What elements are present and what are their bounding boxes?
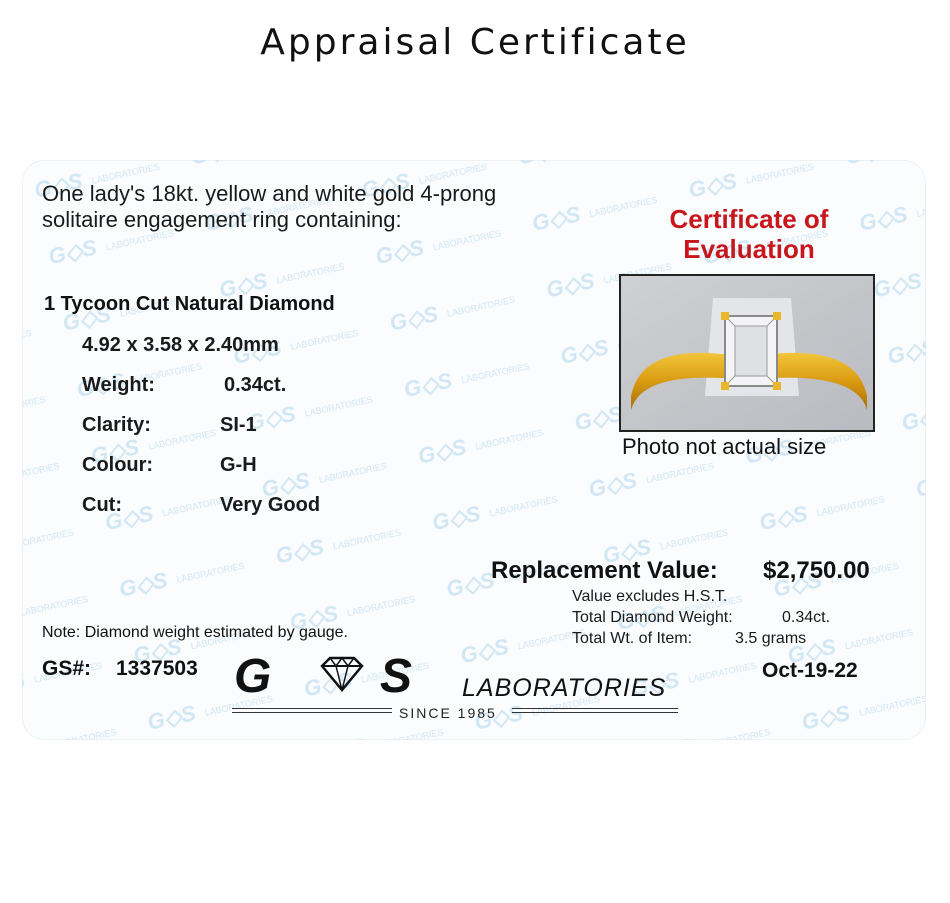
spec-value-clarity: SI-1 xyxy=(220,414,257,436)
value-excludes-tax: Value excludes H.S.T. xyxy=(572,588,728,605)
since-rule-left xyxy=(232,708,392,709)
gs-number-label: GS#: xyxy=(42,657,92,680)
total-item-weight-label: Total Wt. of Item: xyxy=(572,630,693,647)
description-line-1: One lady's 18kt. yellow and white gold 4-prong xyxy=(42,181,497,206)
gs-number-value: 1337503 xyxy=(116,657,198,680)
diamond-title: 1 Tycoon Cut Natural Diamond xyxy=(44,293,335,315)
ring-image xyxy=(621,276,873,430)
spec-label-cut: Cut: xyxy=(82,494,122,516)
logo-letter-s: S xyxy=(380,650,413,698)
total-diamond-weight-value: 0.34ct. xyxy=(782,609,831,626)
spec-value-cut: Very Good xyxy=(220,494,321,516)
spec-value-weight: 0.34ct. xyxy=(224,374,287,396)
cert-title-line-2: Evaluation xyxy=(683,234,815,264)
logo-letter-g: G xyxy=(234,650,272,698)
certificate-of-evaluation xyxy=(644,204,854,264)
ring-photo xyxy=(619,274,875,432)
spec-value-colour: G-H xyxy=(220,454,257,476)
total-item-weight-value: 3.5 grams xyxy=(735,630,807,647)
since-year: SINCE 1985 xyxy=(399,705,497,721)
diamond-icon xyxy=(322,658,362,690)
page-title: Appraisal Certificate xyxy=(260,22,690,63)
since-rule-right-2 xyxy=(512,712,678,713)
certificate-date: Oct-19-22 xyxy=(762,659,858,682)
since-rule-left-2 xyxy=(232,712,392,713)
gs-logo xyxy=(230,650,462,698)
spec-label-weight: Weight: xyxy=(82,374,155,396)
laboratories-wordmark: LABORATORIES xyxy=(462,674,667,702)
spec-label-clarity: Clarity: xyxy=(82,414,151,436)
total-diamond-weight-label: Total Diamond Weight: xyxy=(572,609,733,626)
photo-caption: Photo not actual size xyxy=(622,434,827,459)
weight-note: Note: Diamond weight estimated by gauge. xyxy=(42,624,348,641)
cert-title-line-1: Certificate of xyxy=(669,204,829,234)
replacement-value-amount: $2,750.00 xyxy=(763,557,870,584)
since-rule-right xyxy=(512,708,678,709)
spec-label-colour: Colour: xyxy=(82,454,154,476)
certificate-card xyxy=(22,160,926,740)
replacement-value-label: Replacement Value: xyxy=(491,557,718,584)
diamond-dimensions: 4.92 x 3.58 x 2.40mm xyxy=(82,334,279,356)
description-line-2: solitaire engagement ring containing: xyxy=(42,207,402,232)
